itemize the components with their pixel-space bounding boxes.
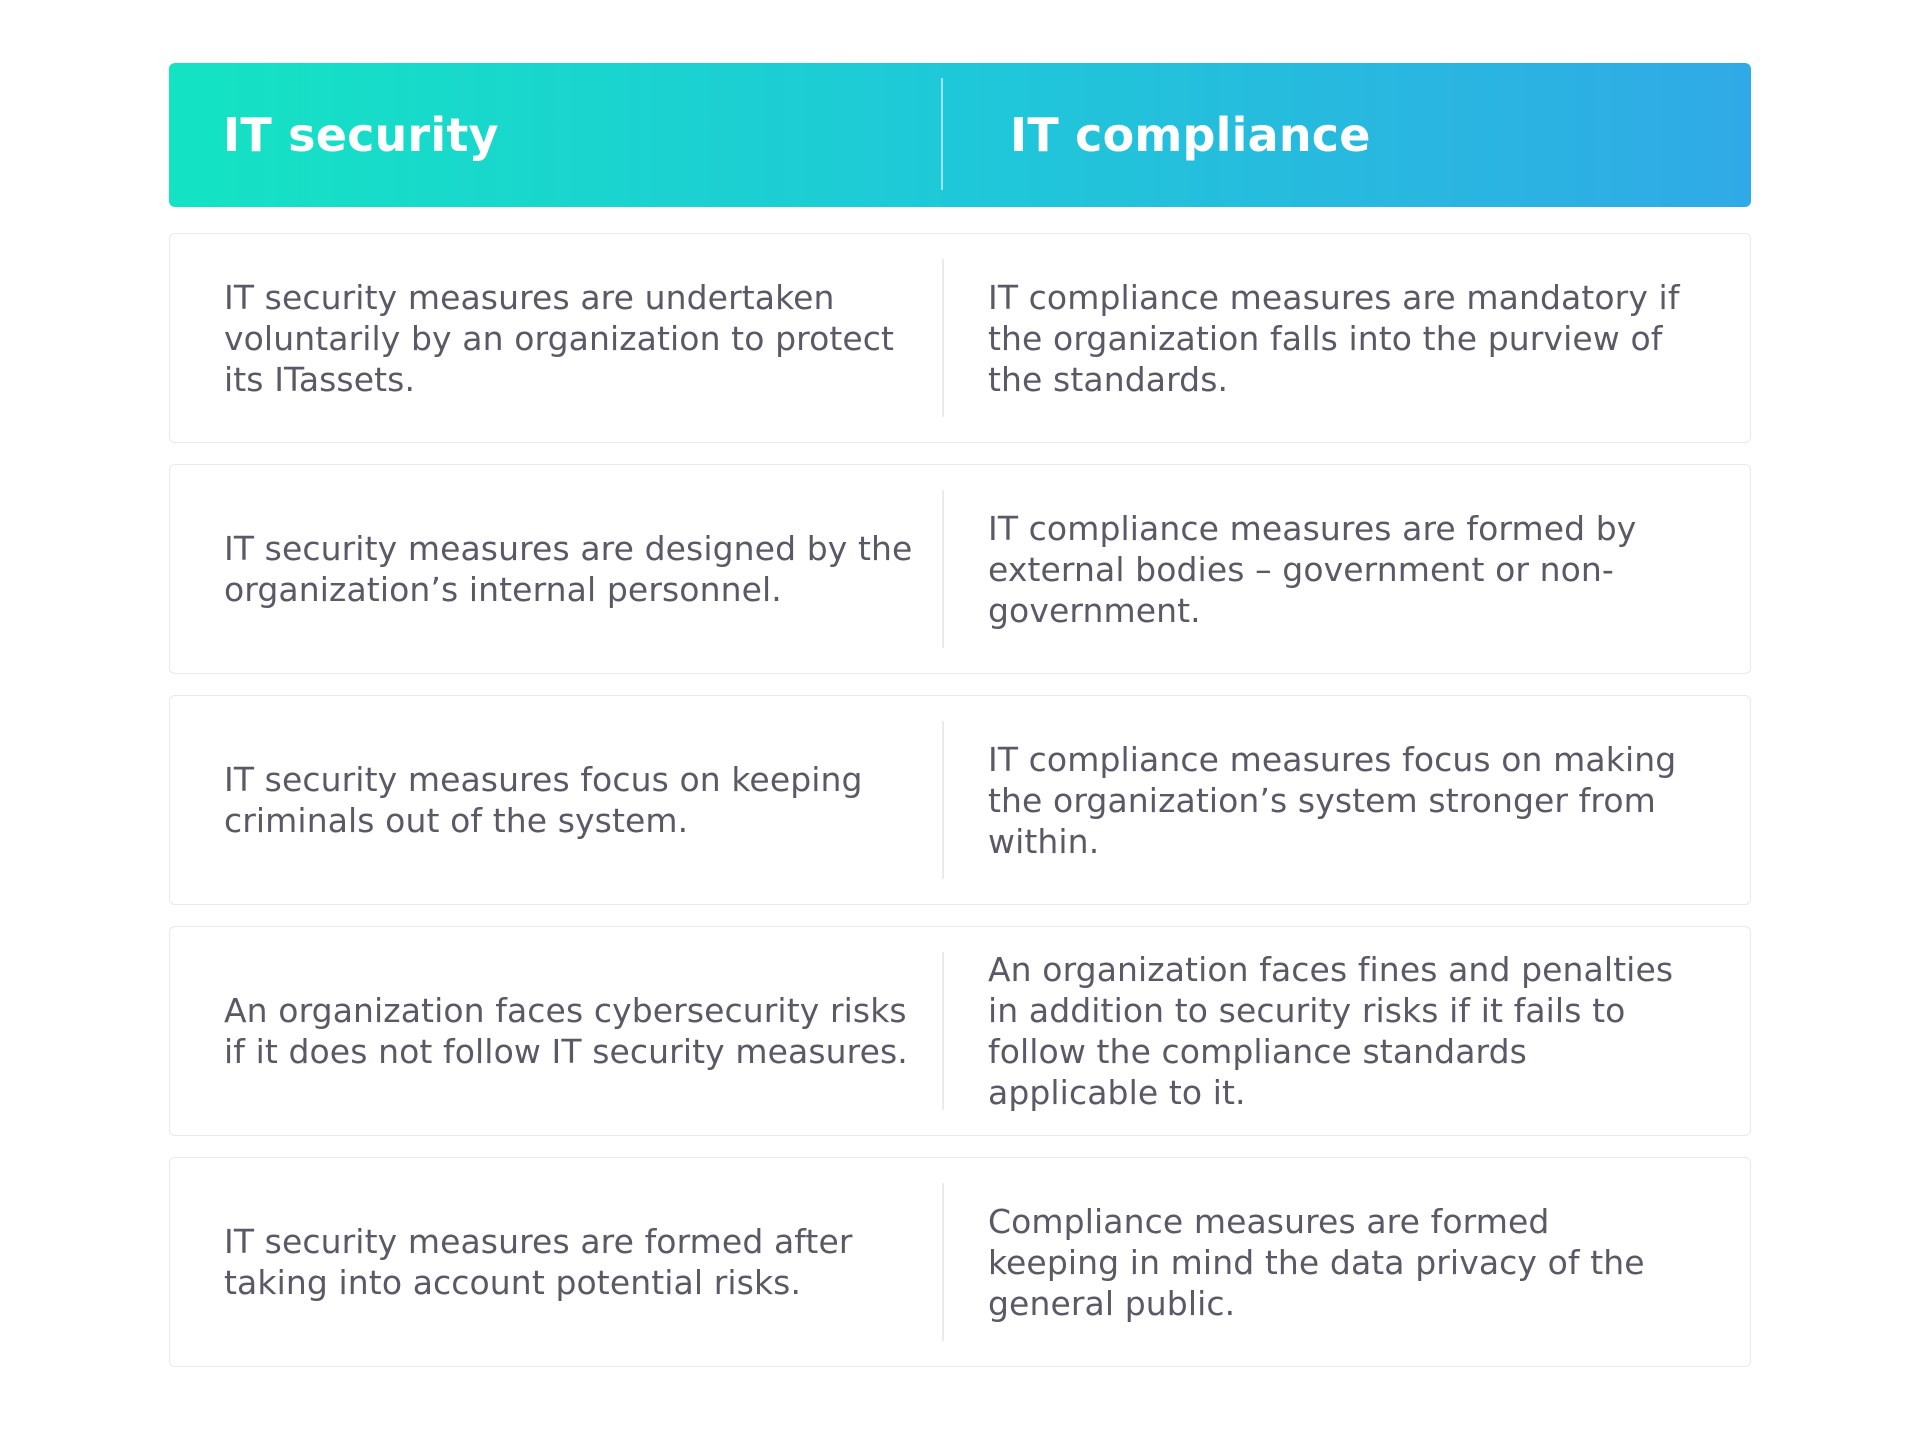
row-divider bbox=[942, 952, 944, 1110]
table-body bbox=[169, 233, 1751, 1367]
header-title-security: IT security bbox=[223, 108, 499, 162]
security-cell bbox=[170, 927, 960, 1135]
row-divider bbox=[942, 1183, 944, 1341]
table-header bbox=[169, 63, 1751, 207]
table-row bbox=[169, 464, 1751, 674]
table-row bbox=[169, 695, 1751, 905]
comparison-table bbox=[169, 63, 1751, 1388]
security-text: IT security measures are formed after taking into account potential risks. bbox=[224, 1222, 853, 1302]
header-divider bbox=[941, 78, 943, 190]
table-row bbox=[169, 233, 1751, 443]
security-text: IT security measures focus on keeping criminals out of the system. bbox=[224, 760, 863, 840]
security-text: An organization faces cybersecurity risks if it does not follow IT security measures. bbox=[224, 991, 908, 1071]
security-cell bbox=[170, 1158, 960, 1366]
security-cell bbox=[170, 234, 960, 442]
table-row bbox=[169, 1157, 1751, 1367]
compliance-text: IT compliance measures focus on making the organization’s system stronger from within. bbox=[988, 739, 1677, 861]
row-divider bbox=[942, 721, 944, 879]
header-title-compliance: IT compliance bbox=[1010, 108, 1371, 162]
table-row bbox=[169, 926, 1751, 1136]
header-cell-compliance bbox=[960, 63, 1751, 207]
compliance-text: An organization faces fines and penalties in addition to security risks if it fails to follow the compliance standards applicable to it. bbox=[988, 950, 1674, 1112]
security-text: IT security measures are undertaken voluntarily by an organization to protect its ITassets. bbox=[224, 277, 895, 399]
header-cell-security bbox=[169, 63, 960, 207]
compliance-text: IT compliance measures are formed by external bodies – government or non-government. bbox=[988, 508, 1637, 630]
compliance-text: Compliance measures are formed keeping in mind the data privacy of the general public. bbox=[988, 1201, 1645, 1323]
security-cell bbox=[170, 465, 960, 673]
row-divider bbox=[942, 259, 944, 417]
compliance-text: IT compliance measures are mandatory if the organization falls into the purview of the standards. bbox=[988, 277, 1680, 399]
security-cell bbox=[170, 696, 960, 904]
row-divider bbox=[942, 490, 944, 648]
security-text: IT security measures are designed by the organization’s internal personnel. bbox=[224, 529, 913, 609]
